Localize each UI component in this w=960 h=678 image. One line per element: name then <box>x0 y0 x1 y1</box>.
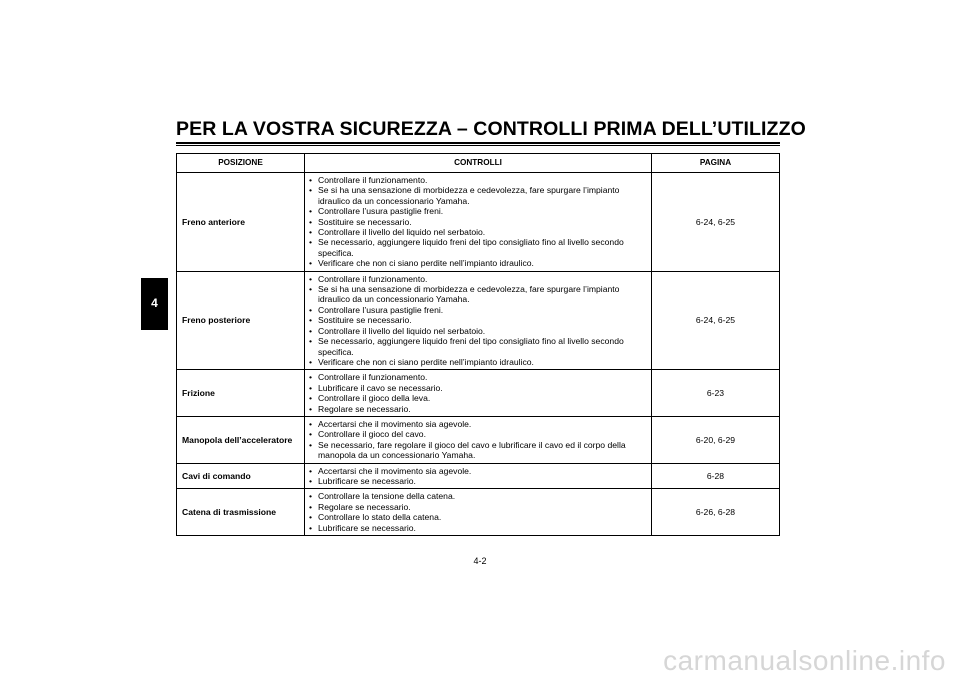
header-checks: CONTROLLI <box>305 154 652 173</box>
check-item: • Controllare il funzionamento. <box>309 372 647 382</box>
title-rule-thin <box>176 145 780 146</box>
check-item: • Accertarsi che il movimento sia agevole. <box>309 419 647 429</box>
check-item: • Sostituire se necessario. <box>309 315 647 325</box>
row-page-ref: 6-26, 6-28 <box>652 489 780 536</box>
check-item: • Lubrificare se necessario. <box>309 476 647 486</box>
check-item: • Regolare se necessario. <box>309 502 647 512</box>
check-item: • Verificare che non ci siano perdite nell’impianto idraulico. <box>309 258 647 268</box>
row-checks <box>305 370 652 417</box>
check-item: • Controllare il livello del liquido nel serbatoio. <box>309 227 647 237</box>
row-page-ref: 6-24, 6-25 <box>652 271 780 370</box>
table-row <box>177 271 780 370</box>
row-page-ref: 6-20, 6-29 <box>652 416 780 463</box>
check-item: • Controllare il livello del liquido nel serbatoio. <box>309 326 647 336</box>
page-title: PER LA VOSTRA SICUREZZA – CONTROLLI PRIMA DELL’UTILIZZO <box>176 118 806 140</box>
check-item: • Controllare lo stato della catena. <box>309 512 647 522</box>
row-position: Freno posteriore <box>177 271 305 370</box>
check-list <box>309 466 647 487</box>
table-row <box>177 370 780 417</box>
check-item: • Se necessario, aggiungere liquido freni del tipo consigliato fino al livello secondo specifica. <box>309 336 647 357</box>
row-checks <box>305 463 652 489</box>
check-item: • Se necessario, fare regolare il gioco del cavo e lubrificare il cavo ed il corpo della manopola da un concessionario Yamaha. <box>309 440 647 461</box>
row-position: Manopola dell’acceleratore <box>177 416 305 463</box>
pre-operation-checks-table <box>176 153 780 536</box>
header-position: POSIZIONE <box>177 154 305 173</box>
check-item: • Controllare la tensione della catena. <box>309 491 647 501</box>
row-checks <box>305 271 652 370</box>
title-rule <box>176 142 780 144</box>
check-item: • Controllare l’usura pastiglie freni. <box>309 305 647 315</box>
row-checks <box>305 416 652 463</box>
check-item: • Controllare il funzionamento. <box>309 175 647 185</box>
check-list <box>309 419 647 461</box>
check-item: • Se si ha una sensazione di morbidezza e cedevolezza, fare spurgare l’impianto idraulico da un concessionario Yamaha. <box>309 185 647 206</box>
row-page-ref: 6-28 <box>652 463 780 489</box>
chapter-tab: 4 <box>141 278 168 330</box>
table-row <box>177 489 780 536</box>
row-checks <box>305 489 652 536</box>
watermark: carmanualsonline.info <box>663 645 946 676</box>
row-position: Freno anteriore <box>177 173 305 272</box>
check-list <box>309 491 647 533</box>
page-number: 4-2 <box>473 556 487 566</box>
table-row <box>177 463 780 489</box>
check-item: • Regolare se necessario. <box>309 404 647 414</box>
row-checks <box>305 173 652 272</box>
check-item: • Controllare il gioco del cavo. <box>309 429 647 439</box>
check-item: • Sostituire se necessario. <box>309 217 647 227</box>
check-item: • Verificare che non ci siano perdite nell’impianto idraulico. <box>309 357 647 367</box>
row-position: Catena di trasmissione <box>177 489 305 536</box>
check-item: • Se si ha una sensazione di morbidezza e cedevolezza, fare spurgare l’impianto idraulico da un concessionario Yamaha. <box>309 284 647 305</box>
check-item: • Controllare il gioco della leva. <box>309 393 647 403</box>
check-list <box>309 372 647 414</box>
row-position: Frizione <box>177 370 305 417</box>
row-page-ref: 6-23 <box>652 370 780 417</box>
row-position: Cavi di comando <box>177 463 305 489</box>
check-list <box>309 274 647 368</box>
check-item: • Lubrificare se necessario. <box>309 523 647 533</box>
row-page-ref: 6-24, 6-25 <box>652 173 780 272</box>
table-body <box>177 173 780 536</box>
check-item: • Controllare l’usura pastiglie freni. <box>309 206 647 216</box>
check-list <box>309 175 647 269</box>
check-item: • Se necessario, aggiungere liquido freni del tipo consigliato fino al livello secondo specifica. <box>309 237 647 258</box>
check-item: • Controllare il funzionamento. <box>309 274 647 284</box>
check-item: • Lubrificare il cavo se necessario. <box>309 383 647 393</box>
check-item: • Accertarsi che il movimento sia agevole. <box>309 466 647 476</box>
table-row <box>177 173 780 272</box>
header-page: PAGINA <box>652 154 780 173</box>
table-header-row <box>177 154 780 173</box>
table-row <box>177 416 780 463</box>
